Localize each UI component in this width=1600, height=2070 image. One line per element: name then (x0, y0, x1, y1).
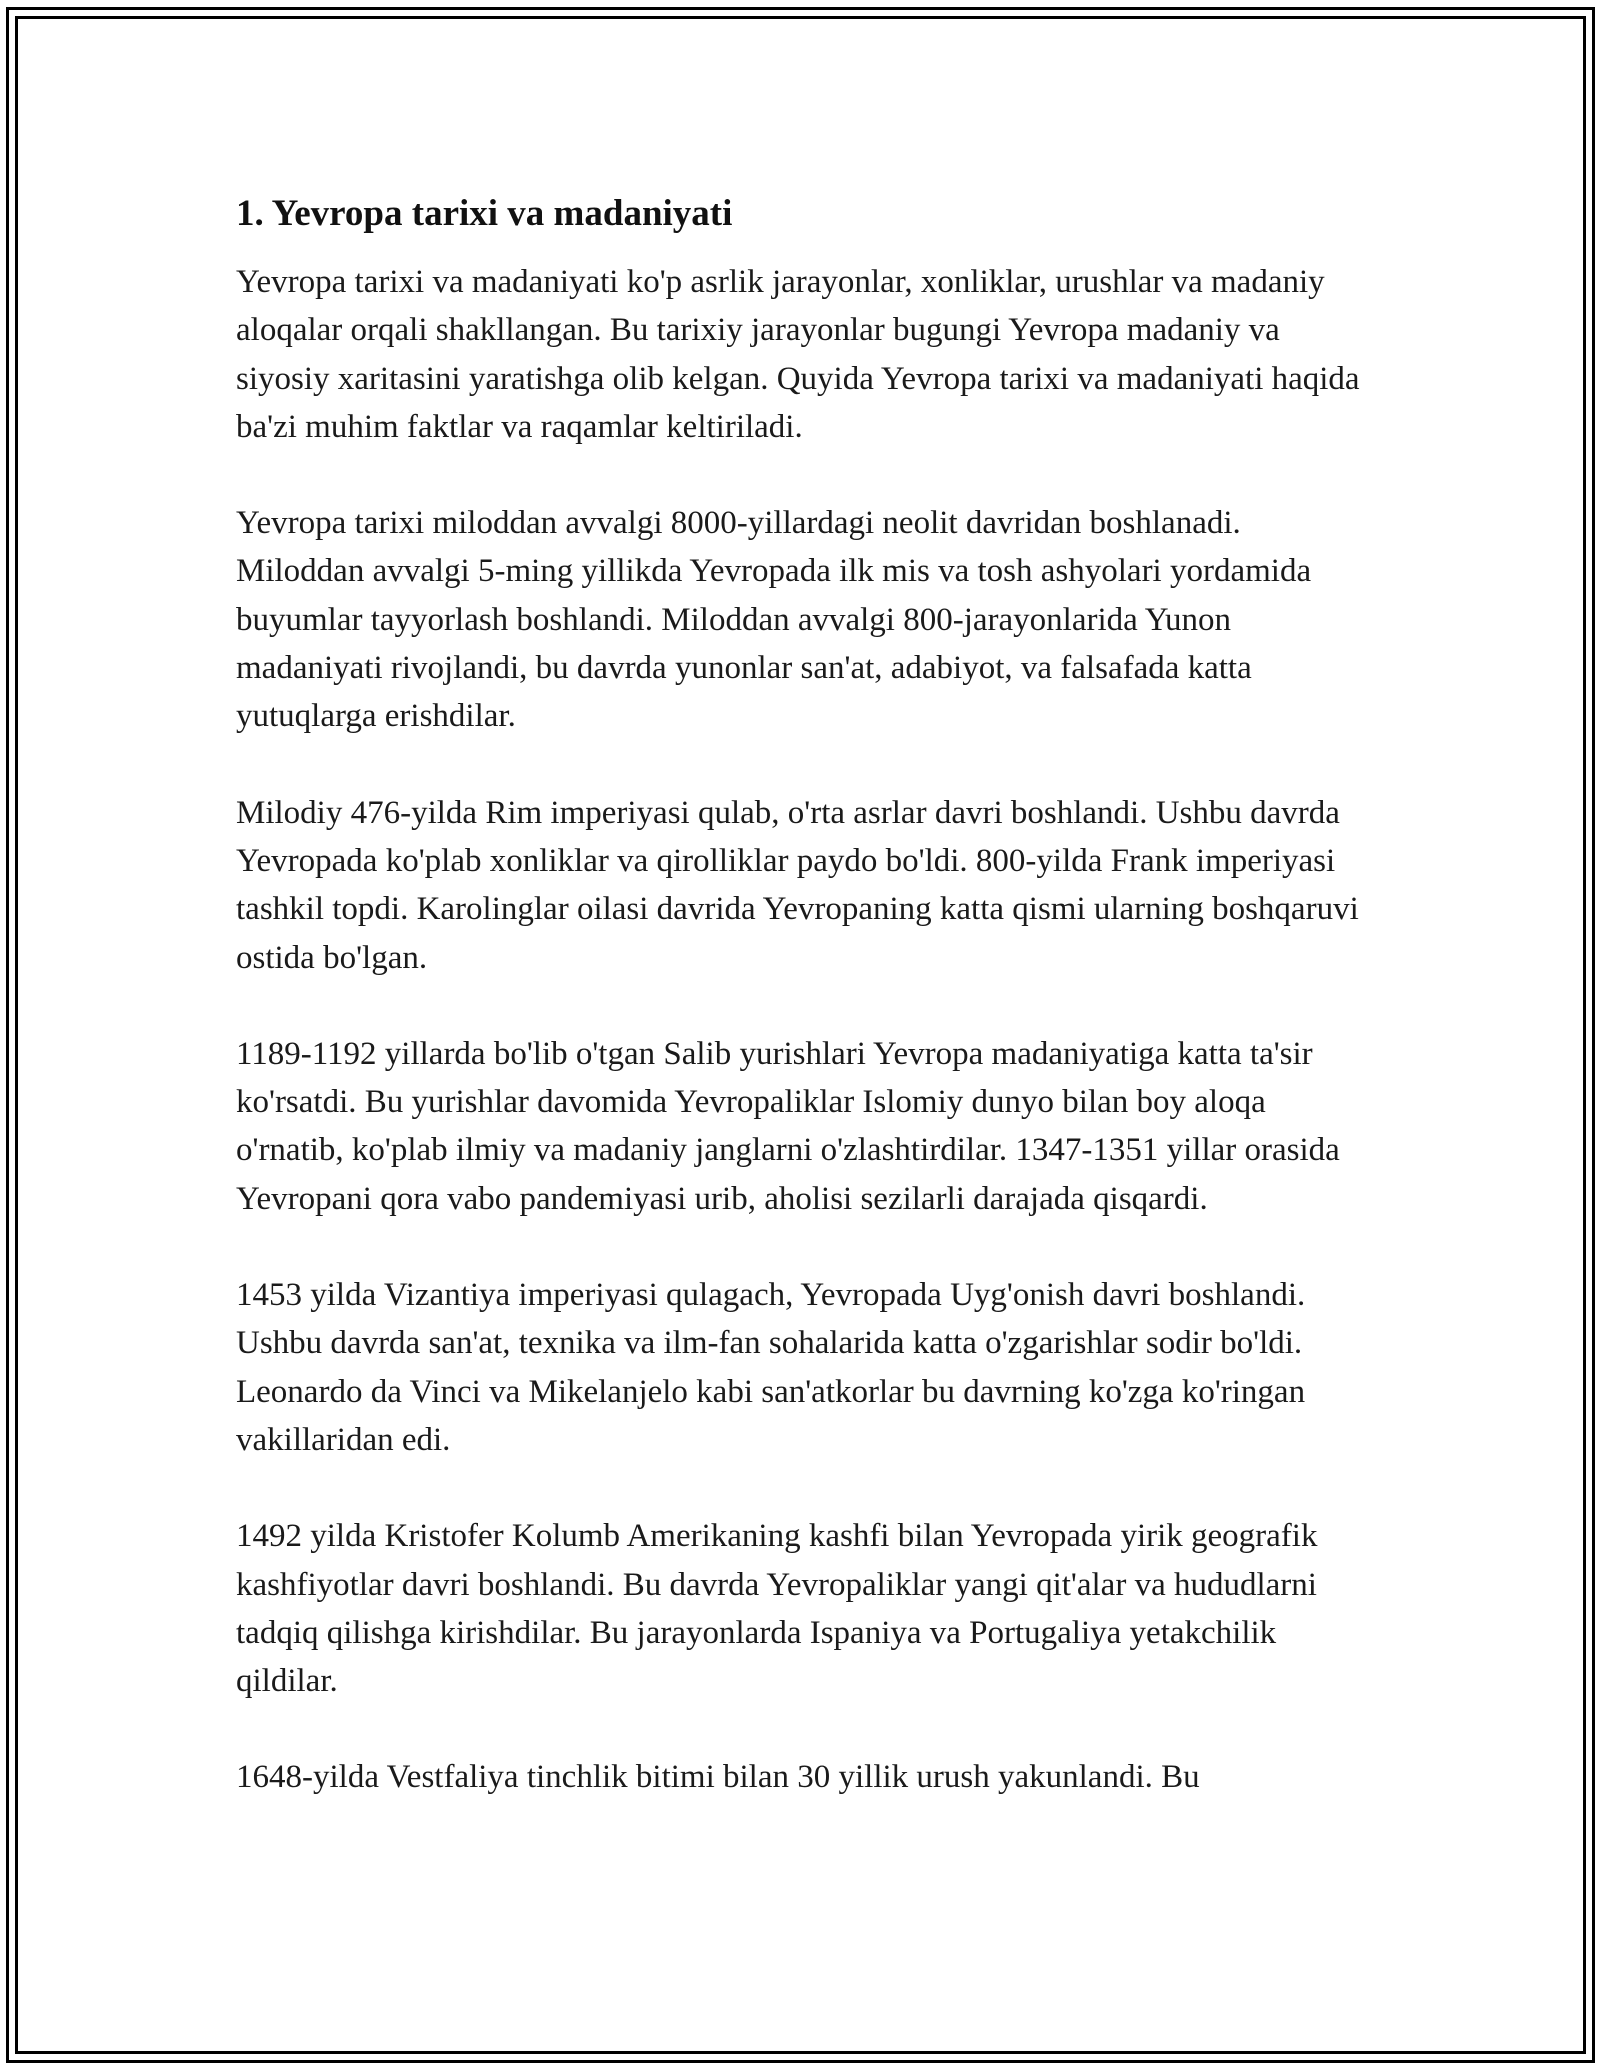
paragraph-renaissance: 1453 yilda Vizantiya imperiyasi qulagach, Yevropada Uyg'onish davri boshlandi. Ushbu davrda san'at, texnika va ilm-fan sohalarida katta o'zgarishlar sodir bo'ldi. Leonardo da Vinci va Mikelanjelo kabi san'atkorlar bu davrning ko'zga ko'ringan vakillaridan edi. (236, 1277, 1306, 1458)
paragraph-crusades: 1189-1192 yillarda bo'lib o'tgan Salib yurishlari Yevropa madaniyatiga katta ta'sir ko'rsatdi. Bu yurishlar davomida Yevropaliklar Islomiy dunyo bilan boy aloqa o'rnatib, ko'plab ilmiy va madaniy janglarni o'zlashtirdilar. 1347-1351 yillar orasida Yevropani qora vabo pandemiyasi urib, aholisi sezilarli darajada qisqardi. (236, 1035, 1340, 1217)
document-body (236, 190, 1376, 1850)
paragraph-intro: Yevropa tarixi va madaniyati ko'p asrlik jarayonlar, xonliklar, urushlar va madaniy aloqalar orqali shakllangan. Bu tarixiy jarayonlar bugungi Yevropa madaniy va siyosiy xaritasini yaratishga olib kelgan. Quyida Yevropa tarixi va madaniyati haqida ba'zi muhim faktlar va raqamlar keltiriladi. (236, 264, 1360, 445)
paragraph-westphalia: 1648-yilda Vestfaliya tinchlik bitimi bilan 30 yillik urush yakunlandi. Bu (236, 1759, 1200, 1796)
paragraph-ancient-history: Yevropa tarixi miloddan avvalgi 8000-yillardagi neolit davridan boshlanadi. Miloddan avvalgi 5-ming yillikda Yevropada ilk mis va tosh ashyolari yordamida buyumlar tayyorlash boshlandi. Miloddan avvalgi 800-jarayonlarida Yunon madaniyati rivojlandi, bu davrda yunonlar san'at, adabiyot, va falsafada katta yutuqlarga erishdilar. (236, 505, 1312, 735)
paragraph-discoveries: 1492 yilda Kristofer Kolumb Amerikaning kashfi bilan Yevropada yirik geografik kashfiyotlar davri boshlandi. Bu davrda Yevropaliklar yangi qit'alar va hududlarni tadqiq qilishga kirishdilar. Bu jarayonlarda Ispaniya va Portugaliya yetakchilik qildilar. (236, 1518, 1318, 1700)
section-heading: 1. Yevropa tarixi va madaniyati (236, 193, 733, 234)
paragraph-middle-ages: Milodiy 476-yilda Rim imperiyasi qulab, o'rta asrlar davri boshlandi. Ushbu davrda Yevropada ko'plab xonliklar va qirolliklar paydo bo'ldi. 800-yilda Frank imperiyasi tashkil topdi. Karolinglar oilasi davrida Yevropaning katta qismi ularning boshqaruvi ostida bo'lgan. (236, 794, 1359, 976)
